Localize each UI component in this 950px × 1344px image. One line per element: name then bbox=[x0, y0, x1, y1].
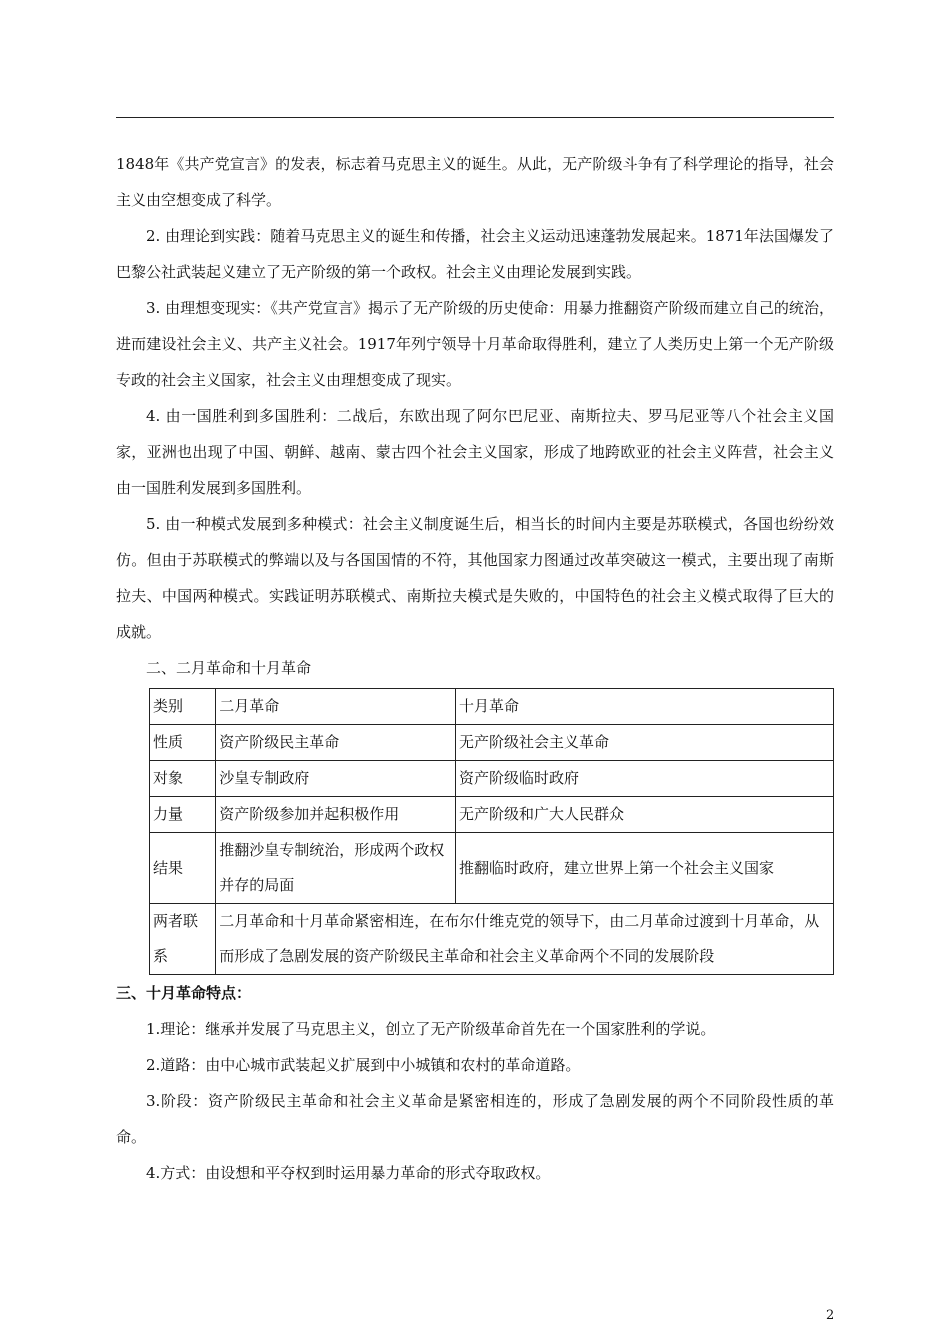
table-cell-relation-text: 二月革命和十月革命紧密相连，在布尔什维克党的领导下，由二月革命过渡到十月革命，从而形成了急剧发展的资产阶级民主革命和社会主义革命两个不同的发展阶段 bbox=[216, 904, 834, 975]
table-row bbox=[150, 761, 834, 797]
feature-item: 2.道路：由中心城市武装起义扩展到中小城镇和农村的革命道路。 bbox=[146, 1056, 581, 1074]
revolution-comparison-table bbox=[149, 688, 834, 975]
document-body bbox=[116, 146, 834, 1191]
feature-item: 4.方式：由设想和平夺权到时运用暴力革命的形式夺取政权。 bbox=[146, 1164, 551, 1182]
table-cell: 资产阶级参加并起积极作用 bbox=[216, 797, 456, 833]
paragraph-one-to-many-models: 5. 由一种模式发展到多种模式：社会主义制度诞生后，相当长的时间内主要是苏联模式，各国也纷纷效仿。但由于苏联模式的弊端以及与各国国情的不符，其他国家力图通过改革突破这一模式，主要出现了南斯拉夫、中国两种模式。实践证明苏联模式、南斯拉夫模式是失败的，中国特色的社会主义模式取得了巨大的成就。 bbox=[116, 515, 834, 641]
table-header-cell: 类别 bbox=[150, 689, 216, 725]
section-title-october-features: 三、十月革命特点： bbox=[116, 984, 252, 1002]
table-cell: 无产阶级社会主义革命 bbox=[455, 725, 833, 761]
table-row-relation bbox=[150, 904, 834, 975]
table-cell: 资产阶级临时政府 bbox=[455, 761, 833, 797]
paragraph-one-to-many-countries: 4. 由一国胜利到多国胜利：二战后，东欧出现了阿尔巴尼亚、南斯拉夫、罗马尼亚等八个社会主义国家，亚洲也出现了中国、朝鲜、越南、蒙古四个社会主义国家，形成了地跨欧亚的社会主义阵营，社会主义由一国胜利发展到多国胜利。 bbox=[116, 407, 834, 497]
table-row bbox=[150, 725, 834, 761]
feature-item: 1.理论：继承并发展了马克思主义，创立了无产阶级革命首先在一个国家胜利的学说。 bbox=[146, 1020, 716, 1038]
table-cell: 性质 bbox=[150, 725, 216, 761]
table-header-row bbox=[150, 689, 834, 725]
feature-item: 3.阶段：资产阶级民主革命和社会主义革命是紧密相连的，形成了急剧发展的两个不同阶段性质的革命。 bbox=[116, 1092, 834, 1146]
table-cell: 沙皇专制政府 bbox=[216, 761, 456, 797]
table-cell: 力量 bbox=[150, 797, 216, 833]
table-cell: 对象 bbox=[150, 761, 216, 797]
table-cell: 推翻临时政府，建立世界上第一个社会主义国家 bbox=[455, 833, 833, 904]
table-row bbox=[150, 797, 834, 833]
table-cell: 无产阶级和广大人民群众 bbox=[455, 797, 833, 833]
table-cell: 推翻沙皇专制统治，形成两个政权并存的局面 bbox=[216, 833, 456, 904]
table-cell-relation-label: 两者联系 bbox=[150, 904, 216, 975]
section-title-revolutions: 二、二月革命和十月革命 bbox=[146, 659, 312, 677]
table-cell: 资产阶级民主革命 bbox=[216, 725, 456, 761]
table-header-cell: 二月革命 bbox=[216, 689, 456, 725]
table-cell: 结果 bbox=[150, 833, 216, 904]
paragraph-theory-to-practice: 2. 由理论到实践：随着马克思主义的诞生和传播，社会主义运动迅速蓬勃发展起来。1871年法国爆发了巴黎公社武装起义建立了无产阶级的第一个政权。社会主义由理论发展到实践。 bbox=[116, 227, 834, 281]
paragraph-ideal-to-reality: 3. 由理想变现实：《共产党宣言》揭示了无产阶级的历史使命：用暴力推翻资产阶级而建立自己的统治，进而建设社会主义、共产主义社会。1917年列宁领导十月革命取得胜利，建立了人类历史上第一个无产阶级专政的社会主义国家，社会主义由理想变成了现实。 bbox=[116, 299, 834, 389]
table-row bbox=[150, 833, 834, 904]
table-header-cell: 十月革命 bbox=[455, 689, 833, 725]
header-rule bbox=[116, 117, 834, 118]
page-number: 2 bbox=[826, 1308, 835, 1323]
paragraph-intro: 1848年《共产党宣言》的发表，标志着马克思主义的诞生。从此，无产阶级斗争有了科学理论的指导，社会主义由空想变成了科学。 bbox=[116, 155, 834, 209]
